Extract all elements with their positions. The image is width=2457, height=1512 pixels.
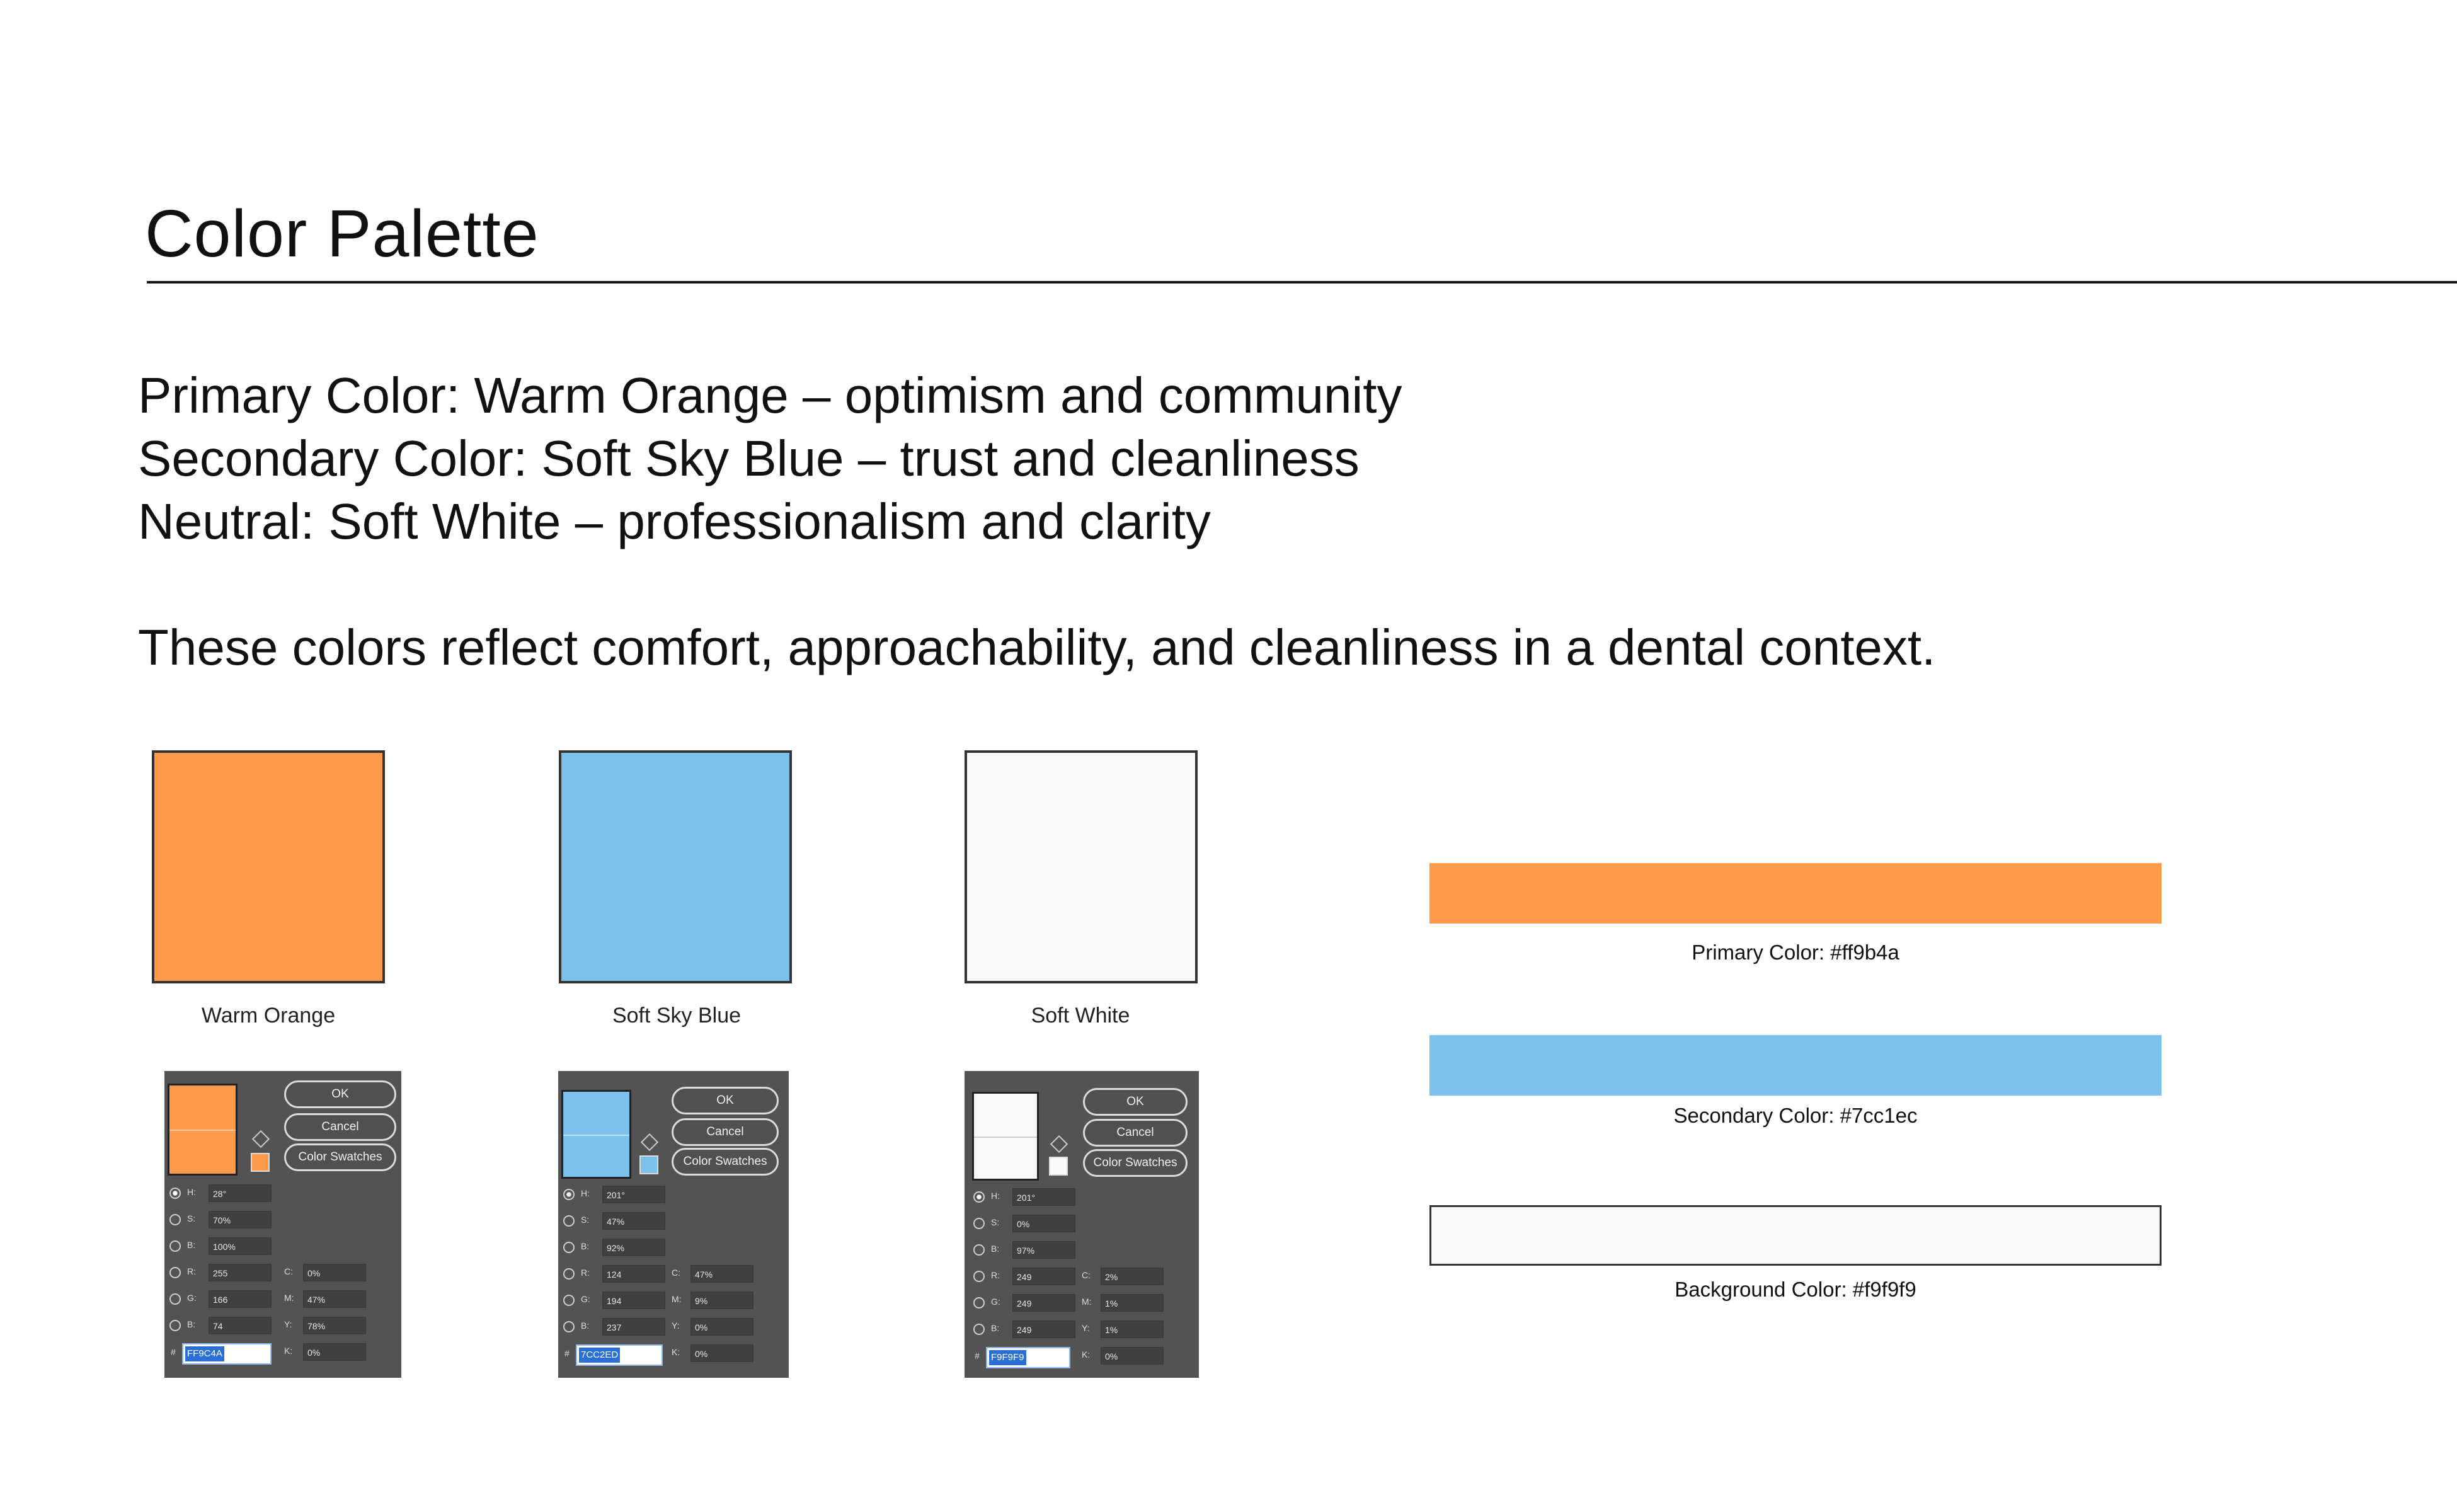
yellow-field[interactable]: 1% <box>1101 1320 1164 1338</box>
hex-hash-label: # <box>171 1347 176 1357</box>
blue-row[interactable] <box>563 1318 683 1339</box>
swatch-soft-white <box>965 750 1198 983</box>
magenta-row[interactable] <box>1082 1294 1183 1315</box>
black-label: K: <box>1082 1349 1091 1360</box>
black-row[interactable] <box>1082 1347 1183 1368</box>
hex-hash-label: # <box>564 1348 570 1358</box>
saturation-label: S: <box>187 1213 196 1223</box>
saturation-row[interactable] <box>973 1215 1093 1236</box>
hue-field[interactable]: 201° <box>1012 1188 1075 1206</box>
hex-hash-label: # <box>975 1351 980 1361</box>
green-row[interactable] <box>563 1292 683 1313</box>
green-radio[interactable] <box>169 1293 181 1305</box>
cancel-button[interactable]: Cancel <box>284 1113 396 1141</box>
hue-label: H: <box>991 1191 1000 1201</box>
brightness-row[interactable] <box>973 1241 1093 1263</box>
color-swatches-button[interactable]: Color Swatches <box>284 1143 396 1171</box>
brightness-row[interactable] <box>563 1239 683 1260</box>
picker-new-current-swatch <box>561 1090 631 1179</box>
magenta-row[interactable] <box>284 1290 385 1312</box>
hue-field[interactable]: 28° <box>209 1184 272 1202</box>
brightness-radio[interactable] <box>563 1242 575 1253</box>
blue-radio[interactable] <box>563 1321 575 1332</box>
picker-new-color <box>974 1094 1037 1138</box>
paragraph-gap <box>138 553 1935 616</box>
hue-row[interactable] <box>563 1186 683 1207</box>
brightness-field[interactable]: 97% <box>1012 1241 1075 1259</box>
picker-new-current-swatch <box>972 1092 1039 1181</box>
ok-button[interactable]: OK <box>1083 1088 1188 1116</box>
hue-radio[interactable] <box>563 1189 575 1200</box>
hue-row[interactable] <box>973 1188 1093 1210</box>
black-label: K: <box>672 1347 680 1357</box>
cyan-label: C: <box>672 1268 680 1278</box>
red-radio[interactable] <box>169 1267 181 1278</box>
yellow-label: Y: <box>284 1319 292 1329</box>
saturation-label: S: <box>581 1215 590 1225</box>
yellow-row[interactable] <box>284 1317 385 1338</box>
black-label: K: <box>284 1346 293 1356</box>
blue-row[interactable] <box>169 1317 289 1338</box>
red-label: R: <box>187 1266 196 1276</box>
cyan-label: C: <box>284 1266 293 1276</box>
red-label: R: <box>581 1268 590 1278</box>
ok-button[interactable]: OK <box>284 1080 396 1108</box>
yellow-field[interactable]: 0% <box>690 1318 753 1336</box>
brightness-label: B: <box>581 1241 590 1251</box>
blue-label: B: <box>991 1323 1000 1333</box>
green-row[interactable] <box>169 1290 289 1312</box>
green-label: G: <box>581 1294 590 1304</box>
saturation-radio[interactable] <box>973 1218 985 1229</box>
out-of-gamut-cube-icon <box>641 1133 658 1151</box>
red-field[interactable]: 249 <box>1012 1268 1075 1285</box>
web-safe-color-chip[interactable] <box>639 1155 658 1174</box>
swatch-label-soft-white: Soft White <box>1031 1004 1130 1028</box>
hue-row[interactable] <box>169 1184 289 1206</box>
primary-color-bar <box>1429 863 2162 924</box>
blue-label: B: <box>187 1319 196 1329</box>
black-field[interactable]: 0% <box>303 1343 366 1361</box>
cyan-row[interactable] <box>672 1265 772 1286</box>
yellow-label: Y: <box>672 1320 680 1331</box>
yellow-row[interactable] <box>672 1318 772 1339</box>
blue-field[interactable]: 74 <box>209 1317 272 1334</box>
hex-value-selected: 7CC2ED <box>579 1348 620 1363</box>
magenta-label: M: <box>672 1294 682 1304</box>
cancel-button[interactable]: Cancel <box>672 1118 779 1146</box>
saturation-label: S: <box>991 1217 1000 1227</box>
hue-radio[interactable] <box>973 1191 985 1203</box>
cyan-row[interactable] <box>1082 1268 1183 1289</box>
green-field[interactable]: 166 <box>209 1290 272 1308</box>
red-radio[interactable] <box>973 1271 985 1282</box>
out-of-gamut-cube-icon <box>252 1130 270 1148</box>
saturation-radio[interactable] <box>563 1215 575 1227</box>
brightness-field[interactable]: 92% <box>602 1239 665 1256</box>
red-field[interactable]: 255 <box>209 1264 272 1281</box>
red-row[interactable] <box>973 1268 1093 1289</box>
red-field[interactable]: 124 <box>602 1265 665 1283</box>
green-field[interactable]: 194 <box>602 1292 665 1309</box>
green-field[interactable]: 249 <box>1012 1294 1075 1312</box>
picker-new-color <box>169 1085 236 1131</box>
blue-row[interactable] <box>973 1320 1093 1342</box>
hex-input[interactable] <box>182 1343 272 1365</box>
green-radio[interactable] <box>563 1295 575 1306</box>
red-radio[interactable] <box>563 1268 575 1280</box>
black-field[interactable]: 0% <box>1101 1347 1164 1365</box>
cancel-button[interactable]: Cancel <box>1083 1119 1188 1147</box>
brightness-row[interactable] <box>169 1237 289 1259</box>
hex-input[interactable] <box>576 1344 663 1366</box>
hex-input[interactable] <box>986 1347 1070 1368</box>
hue-label: H: <box>581 1188 590 1198</box>
cyan-field[interactable]: 0% <box>303 1264 366 1281</box>
yellow-field[interactable]: 78% <box>303 1317 366 1334</box>
cyan-field[interactable]: 2% <box>1101 1268 1164 1285</box>
hue-radio[interactable] <box>169 1188 181 1199</box>
green-row[interactable] <box>973 1294 1093 1315</box>
black-row[interactable] <box>672 1344 772 1366</box>
brightness-field[interactable]: 100% <box>209 1237 272 1255</box>
blue-radio[interactable] <box>973 1324 985 1335</box>
magenta-field[interactable]: 47% <box>303 1290 366 1308</box>
cyan-label: C: <box>1082 1270 1091 1280</box>
yellow-label: Y: <box>1082 1323 1090 1333</box>
saturation-row[interactable] <box>169 1211 289 1232</box>
picker-new-color <box>563 1092 629 1136</box>
ok-button[interactable]: OK <box>672 1087 779 1114</box>
picker-new-current-swatch <box>168 1084 238 1176</box>
cyan-row[interactable] <box>284 1264 385 1285</box>
magenta-label: M: <box>284 1293 294 1303</box>
blue-field[interactable]: 249 <box>1012 1320 1075 1338</box>
color-swatches-button[interactable]: Color Swatches <box>1083 1149 1188 1177</box>
swatch-label-warm-orange: Warm Orange <box>201 1004 336 1028</box>
saturation-row[interactable] <box>563 1212 683 1234</box>
blue-field[interactable]: 237 <box>602 1318 665 1336</box>
magenta-field[interactable]: 1% <box>1101 1294 1164 1312</box>
green-label: G: <box>991 1297 1000 1307</box>
swatch-label-soft-sky-blue: Soft Sky Blue <box>612 1004 742 1028</box>
blue-label: B: <box>581 1320 590 1331</box>
web-safe-color-chip[interactable] <box>1049 1157 1068 1176</box>
secondary-color-label: Secondary Color: #7cc1ec <box>1673 1104 1918 1127</box>
red-row[interactable] <box>169 1264 289 1285</box>
page-title: Color Palette <box>145 197 539 271</box>
background-color-bar <box>1429 1205 2162 1266</box>
yellow-row[interactable] <box>1082 1320 1183 1342</box>
green-radio[interactable] <box>973 1297 985 1309</box>
saturation-field[interactable]: 70% <box>209 1211 272 1228</box>
saturation-radio[interactable] <box>169 1214 181 1225</box>
cyan-field[interactable]: 47% <box>690 1265 753 1283</box>
brightness-radio[interactable] <box>169 1240 181 1252</box>
hue-label: H: <box>187 1187 196 1197</box>
black-field[interactable]: 0% <box>690 1344 753 1362</box>
hue-field[interactable]: 201° <box>602 1186 665 1203</box>
color-picker-dialog-blue <box>558 1071 789 1378</box>
blue-radio[interactable] <box>169 1320 181 1331</box>
primary-description: Primary Color: Warm Orange – optimism and community <box>138 367 1402 423</box>
color-picker-dialog-orange <box>164 1071 401 1378</box>
hex-value-selected: F9F9F9 <box>989 1350 1026 1365</box>
neutral-description: Neutral: Soft White – professionalism and clarity <box>138 493 1211 549</box>
magenta-row[interactable] <box>672 1292 772 1313</box>
brightness-label: B: <box>187 1240 196 1250</box>
swatch-soft-sky-blue <box>559 750 792 983</box>
magenta-field[interactable]: 9% <box>690 1292 753 1309</box>
primary-color-label: Primary Color: #ff9b4a <box>1692 941 1899 964</box>
background-color-label: Background Color: #f9f9f9 <box>1675 1278 1916 1301</box>
saturation-field[interactable]: 47% <box>602 1212 665 1230</box>
color-swatches-button[interactable]: Color Swatches <box>672 1148 779 1176</box>
red-label: R: <box>991 1270 1000 1280</box>
green-label: G: <box>187 1293 197 1303</box>
saturation-field[interactable]: 0% <box>1012 1215 1075 1232</box>
magenta-label: M: <box>1082 1297 1092 1307</box>
summary-text: These colors reflect comfort, approachability, and cleanliness in a dental context. <box>138 619 1936 675</box>
brightness-label: B: <box>991 1244 1000 1254</box>
secondary-description: Secondary Color: Soft Sky Blue – trust and cleanliness <box>138 430 1360 486</box>
color-picker-dialog-white <box>965 1071 1199 1378</box>
swatch-warm-orange <box>152 750 385 983</box>
palette-description <box>138 364 1935 679</box>
secondary-color-bar <box>1429 1035 2162 1096</box>
title-divider <box>147 281 2457 284</box>
brightness-radio[interactable] <box>973 1244 985 1256</box>
hex-value-selected: FF9C4A <box>185 1346 224 1361</box>
out-of-gamut-cube-icon <box>1050 1135 1068 1153</box>
web-safe-color-chip[interactable] <box>251 1153 270 1172</box>
black-row[interactable] <box>284 1343 385 1365</box>
red-row[interactable] <box>563 1265 683 1286</box>
